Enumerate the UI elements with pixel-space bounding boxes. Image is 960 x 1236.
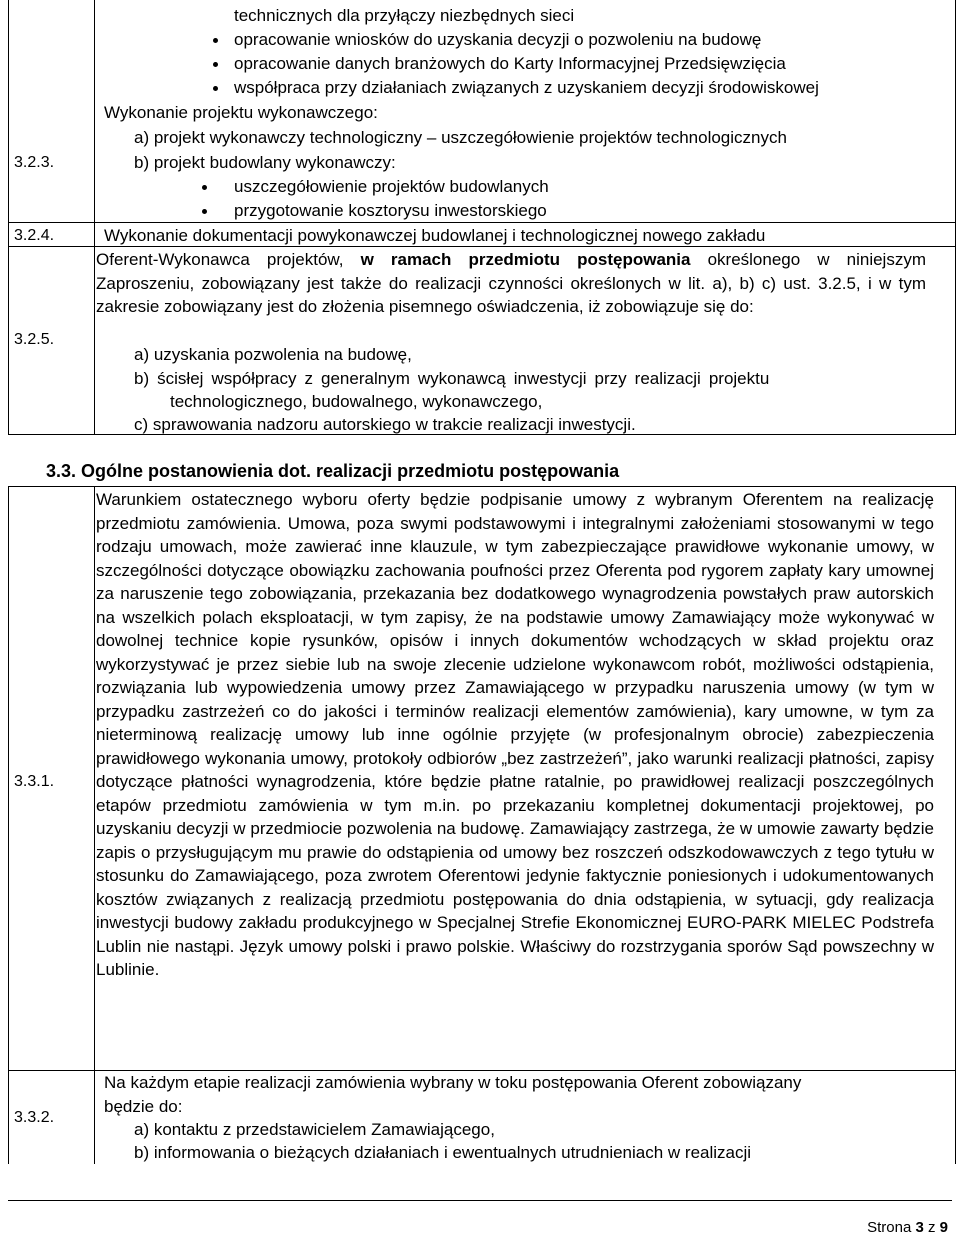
row-325-text-bold: w ramach przedmiotu postępowania [360,250,691,269]
section-number: 3.3.1. [14,773,55,790]
row-332-item-b: b) informowania o bieżących działaniach i ewentualnych utrudnieniach w realizacji [134,1143,752,1162]
section-title: 3.3. Ogólne postanowienia dot. realizacji przedmiotu postępowania [46,461,620,481]
row-323-bullet-1: uszczegółowienie projektów budowlanych [234,177,549,196]
row-324-text: Wykonanie dokumentacji powykonawczej budowlanej i technologicznej nowego zakładu [104,226,766,245]
section-number: 3.2.3. [14,154,55,171]
row-325-item-c: c) sprawowania nadzoru autorskiego w trakcie realizacji inwestycji. [134,415,636,434]
section-number: 3.2.4. [14,227,55,244]
row-a-line-1: technicznych dla przyłączy niezbędnych sieci [234,6,575,25]
section-number: 3.2.5. [14,331,55,348]
row-325-item-a: a) uzyskania pozwolenia na budowę, [134,345,412,364]
footer-page-number: 3 [915,1219,924,1236]
row-325-text-after: określonego w niniejszym Zaproszeniu, zobowiązany jest także do realizacji czynności określonych w lit. a), b) c) ust. 3.2.5, i w tym zakresie zobowiązany jest do złożenia pisemnego oświadczenia, iż zobowiązuje się do: [96,250,926,316]
page-footer [867,1219,948,1236]
row-a-line-3: opracowanie danych branżowych do Karty Informacyjnej Przedsięwzięcia [234,54,786,73]
row-331-paragraph: Warunkiem ostatecznego wyboru oferty będzie podpisanie umowy z wybranym Oferentem na realizację przedmiotu zamówienia. Umowa, poza swymi podstawowymi i integralnymi założeniami stosowanymi w tego rodzaju umowach, może zawierać inne klauzule, w tym zabezpieczające prawidłowe wykonanie umowy, w szczególności dotyczące obowiązku zachowania poufności przez Oferenta pod rygorem zapłaty kary umownej za naruszenie tego zobowiązania, przekazania bez dodatkowego wynagrodzenia powstałych praw autorskich na wszelkich polach eksploatacji, w tym zapisy, że na podstawie umowy Zamawiający może wykonywać w dowolnej technice kopie rysunków, opisów i innych dokumentów wchodzących w skład projektu oraz wykorzystywać je przez siebie lub na swoje zlecenie udzielone wykonawcom robót, możliwości odstąpienia, rozwiązania lub wypowiedzenia umowy przez Zamawiającego w przypadku naruszenia umowy (w tym w przypadku zastrzeżeń co do jakości i terminów realizacji elementów zamówienia), kary umowne, w tym za nieterminową realizację umowy lub inne ogólnie przyjęte (w profesjonalnym obrocie) zabezpieczenia prawidłowego wykonania umowy, protokoły odbiorów „bez zastrzeżeń”, jako warunki realizacji płatności, zapisy dotyczące płatności wynagrodzenia, które będzie płatne ratalnie, po prawidłowej realizacji poszczególnych etapów przedmiotu zamówienia w tym m.in. po przekazaniu kompletnej dokumentacji projektowej, po uzyskaniu decyzji w przedmiocie pozwolenia na budowę. Zamawiający zastrzega, że w umowie zawarty będzie zapis o przysługującym mu prawie do odstąpienia od umowy bez roszczeń odszkodowawczych z tego tytułu w stosunku do Zamawiającego, poza zwrotem Oferentowi jedynie faktycznie poniesionych i udokumentowanych kosztów związanych z realizacją przedmiotu postępowania do dnia odstąpienia, w sytuacji, gdy realizacja inwestycji budowy zakładu produkcyjnego w Specjalnej Strefie Ekonomicznej EURO-PARK MIELEC Podstrefa Lublin nie nastąpi. Język umowy polski i prawo polskie. Właściwy do rozstrzygania sporów Sąd powszechny w Lublinie. [96,490,934,979]
footer-total-pages: 9 [939,1219,948,1236]
row-323-item-b: b) projekt budowlany wykonawczy: [134,153,396,172]
row-325-item-b-line-2: technologicznego, budowalnego, wykonawczego, [170,392,543,411]
row-332-line-1: Na każdym etapie realizacji zamówienia wybrany w toku postępowania Oferent zobowiązany [104,1073,802,1092]
row-a-line-2: opracowanie wniosków do uzyskania decyzji o pozwoleniu na budowę [234,30,762,49]
bullet-icon [213,38,218,43]
row-332-item-a: a) kontaktu z przedstawicielem Zamawiającego, [134,1120,495,1139]
column-divider [94,487,95,1164]
bullet-icon [202,209,207,214]
bullet-icon [213,62,218,67]
row-divider [9,222,955,223]
footer-of: z [927,1219,936,1236]
row-323-heading: Wykonanie projektu wykonawczego: [104,103,378,122]
row-divider [9,246,955,247]
row-323-item-a: a) projekt wykonawczy technologiczny – uszczegółowienie projektów technologicznych [134,128,787,147]
bullet-icon [202,185,207,190]
bullet-icon [213,86,218,91]
row-divider [9,1070,955,1071]
row-325-text-before: Oferent-Wykonawca projektów, [96,250,344,269]
row-325-paragraph [96,248,926,319]
row-325-item-b-line-1: b) ścisłej współpracy z generalnym wykonawcą inwestycji przy realizacji projektu [134,369,770,388]
column-divider [94,0,95,434]
row-332-line-2: będzie do: [104,1097,183,1116]
row-323-bullet-2: przygotowanie kosztorysu inwestorskiego [234,201,547,220]
row-a-line-4: współpraca przy działaniach związanych z uzyskaniem decyzji środowiskowej [234,78,819,97]
section-number: 3.3.2. [14,1109,55,1126]
footer-label: Strona [867,1219,912,1236]
footer-divider [8,1200,952,1201]
